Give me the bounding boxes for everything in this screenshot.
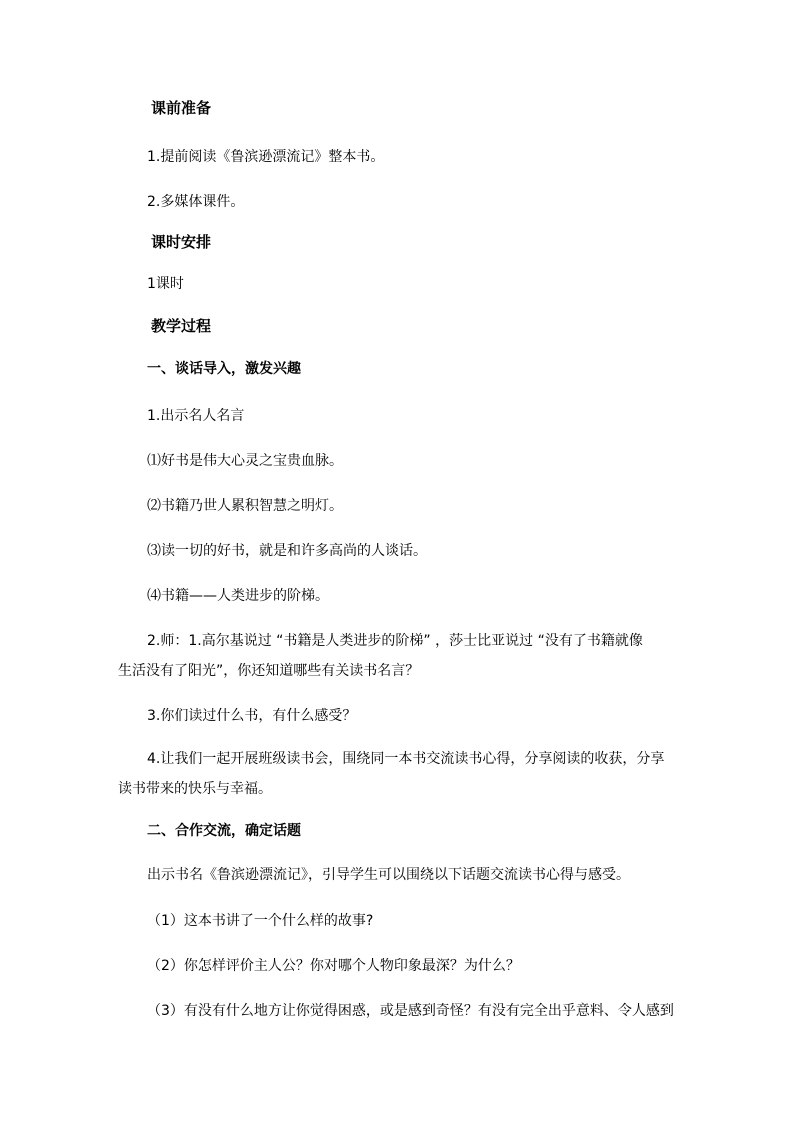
section-1-item-continuation: 读书带来的快乐与幸福。 bbox=[118, 781, 272, 797]
schedule-heading: 课时安排 bbox=[151, 233, 212, 251]
quote-item: ⑶读一切的好书，就是和许多高尚的人谈话。 bbox=[147, 543, 427, 559]
section-1-item: 2.师：1.高尔基说过 “书籍是人类进步的阶梯” ，莎士比亚说过 “没有了书籍就像 bbox=[147, 633, 643, 649]
section-1-item: 4.让我们一起开展班级读书会，围绕同一本书交流读书心得，分享阅读的收获，分享 bbox=[147, 751, 665, 767]
quote-item: ⑵书籍乃世人累积智慧之明灯。 bbox=[147, 498, 343, 514]
section-1-item-continuation: 生活没有了阳光”，你还知道哪些有关读书名言？ bbox=[118, 663, 420, 679]
prep-item: 1.提前阅读《鲁滨逊漂流记》整本书。 bbox=[147, 149, 385, 165]
schedule-value: 1课时 bbox=[147, 276, 184, 292]
quote-item: ⑴好书是伟大心灵之宝贵血脉。 bbox=[147, 453, 343, 469]
section-2-intro: 出示书名《鲁滨逊漂流记》，引导学生可以围绕以下话题交流读书心得与感受。 bbox=[147, 867, 630, 883]
topic-item: （1）这本书讲了一个什么样的故事? bbox=[147, 913, 374, 929]
prep-item: 2.多媒体课件。 bbox=[147, 194, 245, 210]
prep-heading: 课前准备 bbox=[151, 99, 212, 117]
quote-item: ⑷书籍——人类进步的阶梯。 bbox=[147, 588, 329, 604]
section-1-item: 3.你们读过什么书，有什么感受？ bbox=[147, 708, 357, 724]
topic-item: （2）你怎样评价主人公？你对哪个人物印象最深？为什么？ bbox=[147, 958, 520, 974]
topic-item: （3）有没有什么地方让你觉得困惑，或是感到奇怪？有没有完全出乎意料、令人感到 bbox=[147, 1003, 674, 1019]
section-2-title: 二、合作交流，确定话题 bbox=[147, 823, 301, 839]
section-1-title: 一、谈话导入，激发兴趣 bbox=[147, 361, 301, 377]
process-heading: 教学过程 bbox=[151, 317, 212, 335]
section-1-item: 1.出示名人名言 bbox=[147, 408, 245, 424]
